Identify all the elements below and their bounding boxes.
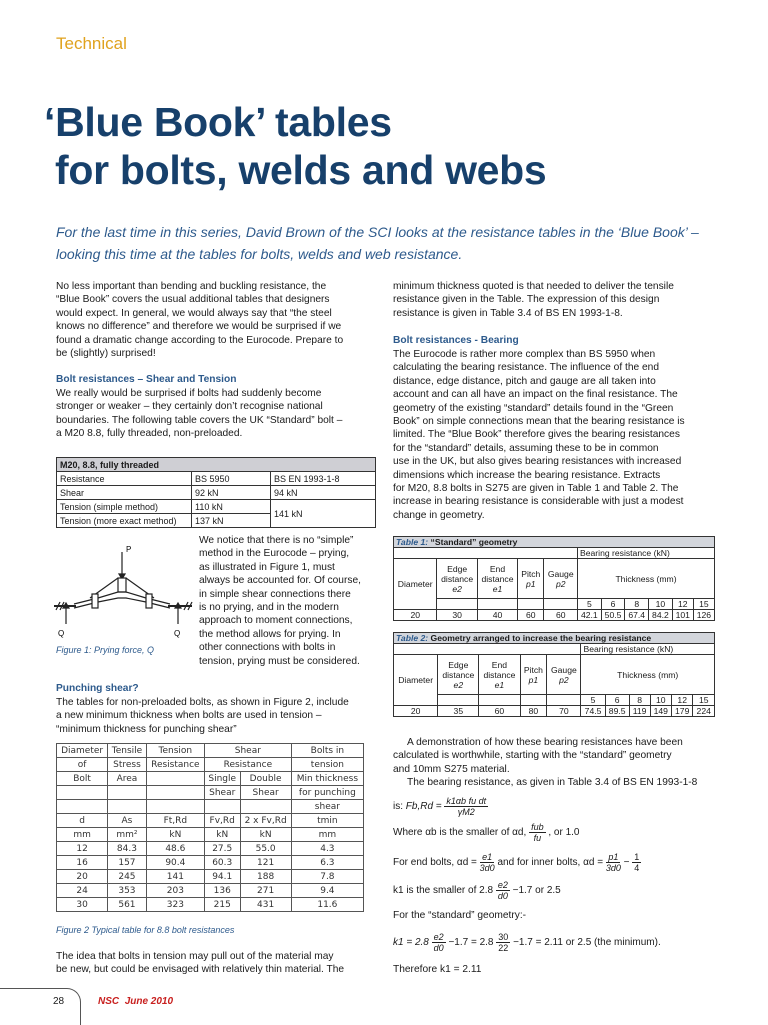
table-cell: 203	[146, 884, 204, 898]
table-cell: Resistance	[146, 758, 204, 772]
table-cell: Thickness (mm)	[581, 655, 715, 695]
text-line: We really would be surprised if bolts had suddenly become	[56, 388, 322, 399]
table-cell: Gauge	[547, 568, 574, 579]
text-line: would expect. In general, we would always say that “the steel	[56, 307, 332, 319]
text-line: The bearing resistance, as given in Table 3.4 of BS EN 1993-1-8	[407, 777, 698, 789]
table-cell: 92 kN	[192, 486, 271, 500]
table-cell: 12	[672, 599, 693, 610]
table-row	[394, 706, 715, 717]
table-cell: mm²	[108, 828, 147, 842]
table-cell: 9.4	[291, 884, 363, 898]
table-row	[394, 610, 715, 621]
denominator: fu	[533, 833, 542, 843]
table-cell: 94.1	[204, 870, 240, 884]
table-cell: Min thickness	[291, 772, 363, 786]
text-line: No less important than bending and buckling resistance, the	[56, 281, 327, 292]
fraction	[480, 852, 495, 873]
text-line: Book” on simple connections mean that the bearing resistance is	[393, 416, 685, 428]
shear-tension-paragraph	[56, 387, 376, 441]
table-row	[57, 856, 364, 870]
table-cell: End	[491, 659, 508, 670]
table-cell: 20	[57, 870, 108, 884]
table-cell: 60	[479, 706, 520, 717]
pullout-paragraph	[56, 950, 386, 977]
table-caption	[394, 537, 715, 548]
text-line: for the “standard” details, assuming these to be in common	[393, 442, 659, 454]
table-cell: 12	[57, 842, 108, 856]
text-line: “Blue Book” covers the usual additional tables that designers	[56, 294, 330, 306]
text-line: calculating the bearing resistance. The influence of the end	[393, 362, 659, 374]
table-cell: Bearing resistance (kN)	[581, 644, 715, 655]
table-cell: 60	[544, 610, 578, 621]
denominator: 3d0	[479, 863, 495, 873]
table-cell: 60.3	[204, 856, 240, 870]
table-symbol-row	[57, 814, 364, 828]
table-cell: 224	[693, 706, 715, 717]
table-cell: Shear	[57, 486, 192, 500]
table-row	[57, 898, 364, 912]
table-row	[57, 500, 376, 514]
issue-date: June 2010	[124, 996, 174, 1007]
table-cell: 2 x Fv,Rd	[240, 814, 291, 828]
table-cell: 126	[693, 610, 714, 621]
table-cell: 431	[240, 898, 291, 912]
table-cell: tmin	[291, 814, 363, 828]
therefore-line: Therefore k1 = 2.11	[393, 964, 482, 975]
table-cell: 5	[578, 599, 602, 610]
fraction	[444, 796, 488, 817]
eq-text: and for inner bolts, αd =	[497, 857, 604, 869]
table-cell: 84.3	[108, 842, 147, 856]
text-line: a M20 8.8, fully threaded, non-preloaded.	[56, 428, 243, 440]
table-cell: Tension	[146, 744, 204, 758]
table-cell: 141 kN	[271, 500, 376, 528]
table-cell: Single	[204, 772, 240, 786]
footer-tab	[0, 988, 81, 1025]
text-line: The tables for non-preloaded bolts, as shown in Figure 2, include	[56, 697, 349, 708]
table-cell: 89.5	[605, 706, 629, 717]
table-cell: distance	[442, 669, 475, 680]
equation-alpha-d	[393, 852, 641, 873]
eq-text: For end bolts, αd =	[393, 857, 477, 869]
subheading-bearing: Bolt resistances - Bearing	[393, 335, 519, 346]
table-row	[57, 842, 364, 856]
table-row	[57, 472, 376, 486]
eq-text: Where αb is the smaller of αd,	[393, 827, 527, 839]
table-row	[57, 870, 364, 884]
eq-text: Fb,Rd =	[405, 801, 442, 813]
text-line: tension, prying must be considered.	[199, 655, 360, 667]
table-cell: 27.5	[204, 842, 240, 856]
equation-k1-value	[393, 932, 661, 953]
symbol: p1	[528, 674, 539, 685]
table-cell: Resistance	[204, 758, 291, 772]
table-cell: Gauge	[550, 664, 577, 675]
table-header-row	[57, 786, 364, 800]
text-line: account and can all have an impact on the final resistance. The	[393, 389, 678, 401]
numerator: fub	[531, 822, 544, 832]
figure-label-q: Q	[174, 629, 181, 638]
table-cell: Shear	[204, 744, 291, 758]
page-number: 28	[53, 996, 65, 1007]
intro-paragraph	[56, 280, 376, 360]
bearing-table-1	[393, 536, 715, 621]
denominator: γM2	[457, 807, 475, 817]
magazine-footer	[98, 996, 173, 1007]
table-cell: 215	[204, 898, 240, 912]
text-line: We notice that there is no “simple”	[199, 535, 354, 546]
eq-text: −1.7 or 2.5	[512, 885, 561, 897]
standfirst-line: looking this time at the tables for bolts, welds and web resistance.	[56, 246, 463, 262]
table-title: M20, 8.8, fully threaded	[57, 458, 376, 472]
figure-2-caption: Figure 2 Typical table for 8.8 bolt resistances	[56, 925, 235, 935]
table-cell: Area	[108, 772, 147, 786]
table-cell: BS EN 1993-1-8	[271, 472, 376, 486]
table-cell: 20	[394, 610, 437, 621]
table-cell: Double	[240, 772, 291, 786]
text-line: knows no difference” and therefore we would be surprised if we	[56, 321, 342, 333]
table-cell: Ft,Rd	[146, 814, 204, 828]
table-cell: Diameter	[394, 559, 437, 610]
text-line: distance, edge distance, pitch and gauge are all taken into	[393, 375, 656, 387]
table-cell: distance	[483, 669, 516, 680]
table-cell: d	[57, 814, 108, 828]
table-cell: 136	[204, 884, 240, 898]
numerator: 1	[634, 852, 640, 862]
table-cell: 15	[693, 695, 715, 706]
text-line: limited. The “Blue Book” therefore gives the bearing resistances	[393, 429, 680, 441]
table-cell: 60	[518, 610, 544, 621]
standard-geometry-label: For the “standard” geometry:-	[393, 910, 527, 921]
table-cell: 8	[625, 599, 649, 610]
thickness-paragraph	[393, 280, 719, 320]
text-line: calculated is worthwhile, starting with the “standard” geometry	[393, 750, 672, 762]
table-label: Table 2:	[396, 633, 429, 643]
table-row	[57, 884, 364, 898]
table-cell: mm	[57, 828, 108, 842]
table-cell: mm	[291, 828, 363, 842]
table-header-row	[57, 744, 364, 758]
prying-force-figure	[54, 542, 194, 640]
title-line-1: ‘Blue Book’ tables	[44, 99, 392, 145]
eq-text: −	[623, 857, 630, 869]
prying-paragraph	[199, 534, 381, 668]
standfirst	[56, 221, 706, 265]
table-cell: Tension (more exact method)	[57, 514, 192, 528]
table-cell: 157	[108, 856, 147, 870]
table-cell: 16	[57, 856, 108, 870]
text-line: use in the UK, but also gives bearing resistances with increased	[393, 456, 682, 468]
table-cell: As	[108, 814, 147, 828]
table-cell: 121	[240, 856, 291, 870]
text-line: always be accounted for. Of course,	[199, 575, 361, 587]
eq-text: −1.7 = 2.8	[448, 937, 494, 949]
table-cell: 110 kN	[192, 500, 271, 514]
text-line: the method allows for prying. In	[199, 628, 341, 640]
table-cell: 40	[477, 610, 517, 621]
table-cell: Tension (simple method)	[57, 500, 192, 514]
eq-text: −1.7 = 2.11 or 2.5 (the minimum).	[513, 937, 661, 949]
table-cell: Thickness (mm)	[578, 559, 715, 599]
table-cell: 4.3	[291, 842, 363, 856]
table-cell: 84.2	[649, 610, 673, 621]
table-cell: Bolt	[57, 772, 108, 786]
demonstration-paragraph	[393, 736, 719, 790]
denominator: 3d0	[605, 863, 621, 873]
m20-resistance-table	[56, 457, 376, 528]
numerator: k1αb fu dt	[446, 796, 487, 806]
table-caption	[394, 633, 715, 644]
table-cell: 137 kN	[192, 514, 271, 528]
text-line: be new, but could be envisaged with relatively thin material. The	[56, 964, 345, 976]
table-cell: kN	[240, 828, 291, 842]
magazine-name: NSC	[98, 996, 120, 1007]
symbol: p2	[555, 578, 566, 589]
table-cell: 8	[629, 695, 650, 706]
table-cell: 24	[57, 884, 108, 898]
table-cell: 48.6	[146, 842, 204, 856]
table-cell: 188	[240, 870, 291, 884]
table-cell: 323	[146, 898, 204, 912]
table-cell: 119	[629, 706, 650, 717]
table-cell: 30	[437, 610, 477, 621]
table-title: Geometry arranged to increase the bearing resistance	[430, 633, 652, 643]
table-cell: 5	[581, 695, 605, 706]
table-header-row	[57, 800, 364, 814]
bearing-paragraph	[393, 348, 719, 522]
table-cell: Bearing resistance (kN)	[578, 548, 715, 559]
article-title	[44, 98, 546, 194]
eq-text: is:	[393, 801, 403, 813]
table-cell: 55.0	[240, 842, 291, 856]
text-line: resistance is given in Table 3.4 of BS EN 1993-1-8.	[393, 307, 623, 319]
numerator: e1	[482, 852, 493, 862]
table-cell: distance	[481, 573, 514, 584]
text-line: increase in bearing resistance is considerable with just a modest	[393, 496, 684, 508]
fraction	[496, 932, 510, 953]
table-cell: Pitch	[521, 568, 541, 579]
table-cell: 179	[671, 706, 692, 717]
table-cell: 353	[108, 884, 147, 898]
equation-alpha-b	[393, 822, 580, 843]
table-cell: End	[489, 563, 506, 574]
table-cell: kN	[204, 828, 240, 842]
text-line: be (slightly) surprised!	[56, 348, 156, 360]
table-cell: 6	[601, 599, 625, 610]
figure-label-q: Q	[58, 629, 65, 638]
table-cell: 80	[520, 706, 547, 717]
table-cell: 94 kN	[271, 486, 376, 500]
text-line: minimum thickness quoted is that needed to deliver the tensile	[393, 281, 674, 292]
table-cell: Pitch	[523, 664, 543, 675]
numerator: p1	[608, 852, 619, 862]
text-line: The idea that bolts in tension may pull out of the material may	[56, 951, 334, 962]
table-cell: 141	[146, 870, 204, 884]
figure-1-caption: Figure 1: Prying force, Q	[56, 645, 155, 655]
eq-text: k1 is the smaller of 2.8	[393, 885, 494, 897]
text-line: approach to moment connections,	[199, 615, 353, 627]
table-cell: 6	[605, 695, 629, 706]
equation-fbrd	[393, 796, 488, 817]
text-line: method in the Eurocode – prying,	[199, 548, 350, 560]
table-cell: shear	[291, 800, 363, 814]
table-cell: Resistance	[57, 472, 192, 486]
table-cell: Diameter	[57, 744, 108, 758]
table-row	[57, 486, 376, 500]
table-cell: BS 5950	[192, 472, 271, 486]
subheading-shear-tension: Bolt resistances – Shear and Tension	[56, 374, 237, 385]
table-cell: Bolts in	[291, 744, 363, 758]
table-cell: 10	[649, 599, 673, 610]
bearing-table-2	[393, 632, 715, 717]
text-line: a new minimum thickness when bolts are used in tension –	[56, 710, 322, 722]
table-cell: 271	[240, 884, 291, 898]
table-cell: 10	[650, 695, 671, 706]
table-cell: 12	[671, 695, 692, 706]
text-line: A demonstration of how these bearing resistances have been	[407, 737, 683, 748]
fraction	[606, 852, 621, 873]
text-line: stronger or weaker – they certainly don’t recognise national	[56, 401, 323, 413]
title-line-2: for bolts, welds and webs	[55, 147, 547, 193]
table-cell: 561	[108, 898, 147, 912]
equation-k1-smaller	[393, 880, 561, 901]
table-cell: 101	[672, 610, 693, 621]
denominator: d0	[433, 943, 444, 953]
table-cell: Tensile	[108, 744, 147, 758]
symbol: p1	[526, 578, 536, 589]
text-line: as illustrated in Figure 1, must	[199, 561, 335, 573]
table-cell: 70	[547, 706, 581, 717]
eq-text: k1 = 2.8	[393, 937, 429, 949]
table-cell: 30	[57, 898, 108, 912]
fraction	[529, 822, 546, 843]
table-cell: Shear	[204, 786, 240, 800]
figure-label-p: P	[126, 545, 132, 554]
table-header-row	[57, 758, 364, 772]
table-cell: Fv,Rd	[204, 814, 240, 828]
table-cell: 15	[693, 599, 714, 610]
table-cell: Shear	[240, 786, 291, 800]
table-cell: Diameter	[394, 655, 438, 706]
table-cell: 50.5	[601, 610, 625, 621]
text-line: for M20, 8.8 bolts in S275 are given in Table 1 and Table 2. The	[393, 483, 679, 495]
text-line: geometry of the existing “standard” details found in the “Green	[393, 402, 674, 414]
symbol: e2	[452, 583, 462, 594]
text-line: change in geometry.	[393, 509, 485, 521]
denominator: 4	[634, 863, 640, 873]
table-cell: Edge	[448, 659, 469, 670]
denominator: 22	[498, 943, 509, 953]
table-label: Table 1:	[396, 537, 429, 547]
table-cell: distance	[441, 573, 474, 584]
table-cell: 35	[438, 706, 479, 717]
table-title: “Standard” geometry	[430, 537, 518, 547]
text-line: dimensions which increase the bearing resistance. Extracts	[393, 469, 661, 481]
numerator: e2	[433, 932, 444, 942]
text-line: found a dramatic change according to the Eurocode. Prepare to	[56, 334, 344, 346]
table-cell: 74.5	[581, 706, 605, 717]
text-line: is no prying, and in the modern	[199, 602, 339, 614]
punching-shear-paragraph	[56, 696, 386, 736]
table-cell: 6.3	[291, 856, 363, 870]
text-line: “minimum thickness for punching shear”	[56, 723, 237, 735]
table-header-row	[57, 772, 364, 786]
symbol: p2	[559, 674, 569, 685]
table-cell: of	[57, 758, 108, 772]
text-line: and 10mm S275 material.	[393, 763, 510, 775]
fraction	[632, 852, 641, 873]
numerator: 30	[498, 932, 509, 942]
denominator: d0	[497, 891, 508, 901]
table-units-row	[57, 828, 364, 842]
table-cell: Edge	[447, 563, 468, 574]
table-cell: 20	[394, 706, 438, 717]
eq-text: , or 1.0	[548, 827, 580, 839]
text-line: in simple shear connections there	[199, 588, 351, 600]
table-cell: 149	[650, 706, 671, 717]
table-cell: tension	[291, 758, 363, 772]
table-cell: 42.1	[578, 610, 602, 621]
symbol: e1	[492, 583, 503, 594]
text-line: resistance given in the Table. The expression of this design	[393, 294, 660, 306]
table-cell: 245	[108, 870, 147, 884]
standfirst-line: For the last time in this series, David Brown of the SCI looks at the resistance tables in the ‘Blue Book’ –	[56, 224, 699, 240]
table-cell: Stress	[108, 758, 147, 772]
symbol: e1	[494, 679, 505, 690]
fraction	[432, 932, 446, 953]
table-cell: 67.4	[625, 610, 649, 621]
section-label: Technical	[56, 34, 127, 53]
fraction	[496, 880, 510, 901]
text-line: The Eurocode is rather more complex than BS 5950 when	[393, 349, 656, 360]
text-line: other connections with bolts in	[199, 642, 336, 654]
table-cell: 7.8	[291, 870, 363, 884]
table-cell: 90.4	[146, 856, 204, 870]
table-cell: kN	[146, 828, 204, 842]
subheading-punching-shear: Punching shear?	[56, 683, 139, 694]
text-line: boundaries. The following table covers the UK “Standard” bolt –	[56, 414, 343, 426]
symbol: e2	[453, 679, 464, 690]
bolt-resistance-table	[56, 743, 364, 912]
table-cell: 11.6	[291, 898, 363, 912]
numerator: e2	[497, 880, 508, 890]
table-cell: for punching	[291, 786, 363, 800]
